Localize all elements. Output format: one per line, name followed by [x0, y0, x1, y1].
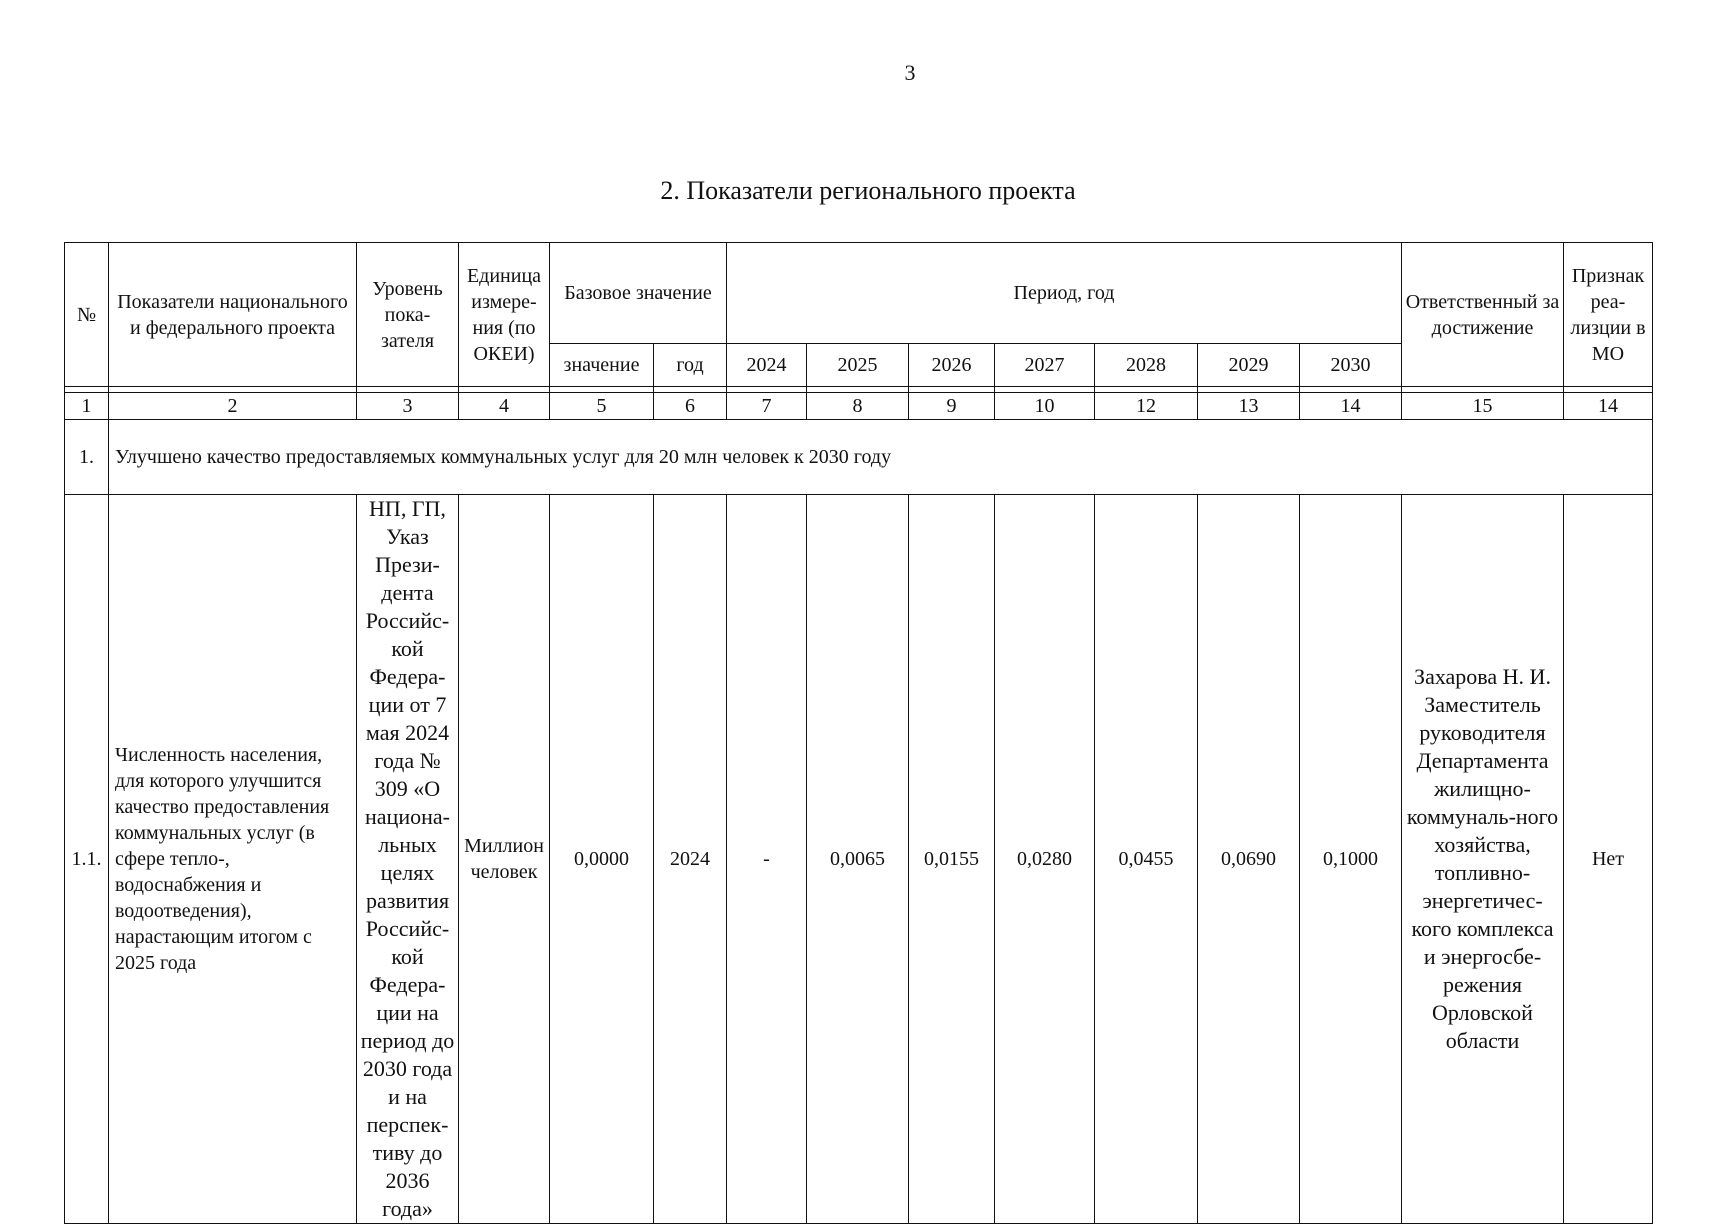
- row-value-2027: 0,0280: [995, 495, 1095, 1224]
- header-base-value: значение: [550, 344, 654, 387]
- column-number: 15: [1402, 393, 1564, 420]
- column-number: 14: [1564, 393, 1653, 420]
- indicators-table: [64, 242, 1653, 1224]
- header-responsible: Ответственный за достижение: [1402, 243, 1564, 387]
- header-unit: Единица измере-ния (по ОКЕИ): [459, 243, 550, 387]
- row-value-2025: 0,0065: [807, 495, 909, 1224]
- column-number: 1: [65, 393, 109, 420]
- goal-text: Улучшено качество предоставляемых коммунальных услуг для 20 млн человек к 2030 году: [109, 420, 1653, 495]
- indicator-row: [65, 495, 1653, 1224]
- header-row-1: [65, 243, 1653, 344]
- header-mo: Признак реа-лизции в МО: [1564, 243, 1653, 387]
- page-number: 3: [904, 60, 916, 85]
- row-mo: Нет: [1564, 495, 1653, 1224]
- row-level: НП, ГП, Указ Прези-дента Российс-кой Федера-ции от 7 мая 2024 года № 309 «О национа-льных целях развития Российс-кой Федера-ции на период до 2030 года и на перспек-тиву до 2036 года»: [357, 495, 459, 1224]
- column-number-row: [65, 393, 1653, 420]
- header-no: №: [65, 243, 109, 387]
- column-number: 13: [1198, 393, 1300, 420]
- column-number: 7: [727, 393, 807, 420]
- column-number: 4: [459, 393, 550, 420]
- goal-number: 1.: [65, 420, 109, 495]
- doc-title: 2. Показатели регионального проекта: [660, 176, 1076, 205]
- header-period: Период, год: [727, 243, 1402, 344]
- column-number: 10: [995, 393, 1095, 420]
- row-value-2029: 0,0690: [1198, 495, 1300, 1224]
- row-base-value: 0,0000: [550, 495, 654, 1224]
- row-indicator: Численность населения, для которого улучшится качество предоставления коммунальных услуг (в сфере тепло-, водоснабжения и водоотведения), нарастающим итогом с 2025 года: [109, 495, 357, 1224]
- header-year: 2026: [909, 344, 995, 387]
- header-year: 2025: [807, 344, 909, 387]
- row-unit: Миллион человек: [459, 495, 550, 1224]
- row-value-2030: 0,1000: [1300, 495, 1402, 1224]
- header-level: Уровень пока-зателя: [357, 243, 459, 387]
- header-year: 2028: [1095, 344, 1198, 387]
- column-number: 12: [1095, 393, 1198, 420]
- column-number: 3: [357, 393, 459, 420]
- header-base: Базовое значение: [550, 243, 727, 344]
- column-number: 6: [654, 393, 727, 420]
- header-year: 2024: [727, 344, 807, 387]
- row-value-2026: 0,0155: [909, 495, 995, 1224]
- row-responsible: Захарова Н. И. Заместитель руководителя Департамента жилищно-коммуналь-ного хозяйства, топливно-энергетичес-кого комплекса и энергосбе-режения Орловской области: [1402, 495, 1564, 1224]
- header-indicator: Показатели национального и федерального проекта: [109, 243, 357, 387]
- row-base-year: 2024: [654, 495, 727, 1224]
- header-year: 2030: [1300, 344, 1402, 387]
- row-value-2024: -: [727, 495, 807, 1224]
- row-number: 1.1.: [65, 495, 109, 1224]
- column-number: 14: [1300, 393, 1402, 420]
- column-number: 8: [807, 393, 909, 420]
- column-number: 9: [909, 393, 995, 420]
- header-base-year: год: [654, 344, 727, 387]
- header-year: 2027: [995, 344, 1095, 387]
- row-value-2028: 0,0455: [1095, 495, 1198, 1224]
- header-year: 2029: [1198, 344, 1300, 387]
- goal-row: [65, 420, 1653, 495]
- column-number: 2: [109, 393, 357, 420]
- column-number: 5: [550, 393, 654, 420]
